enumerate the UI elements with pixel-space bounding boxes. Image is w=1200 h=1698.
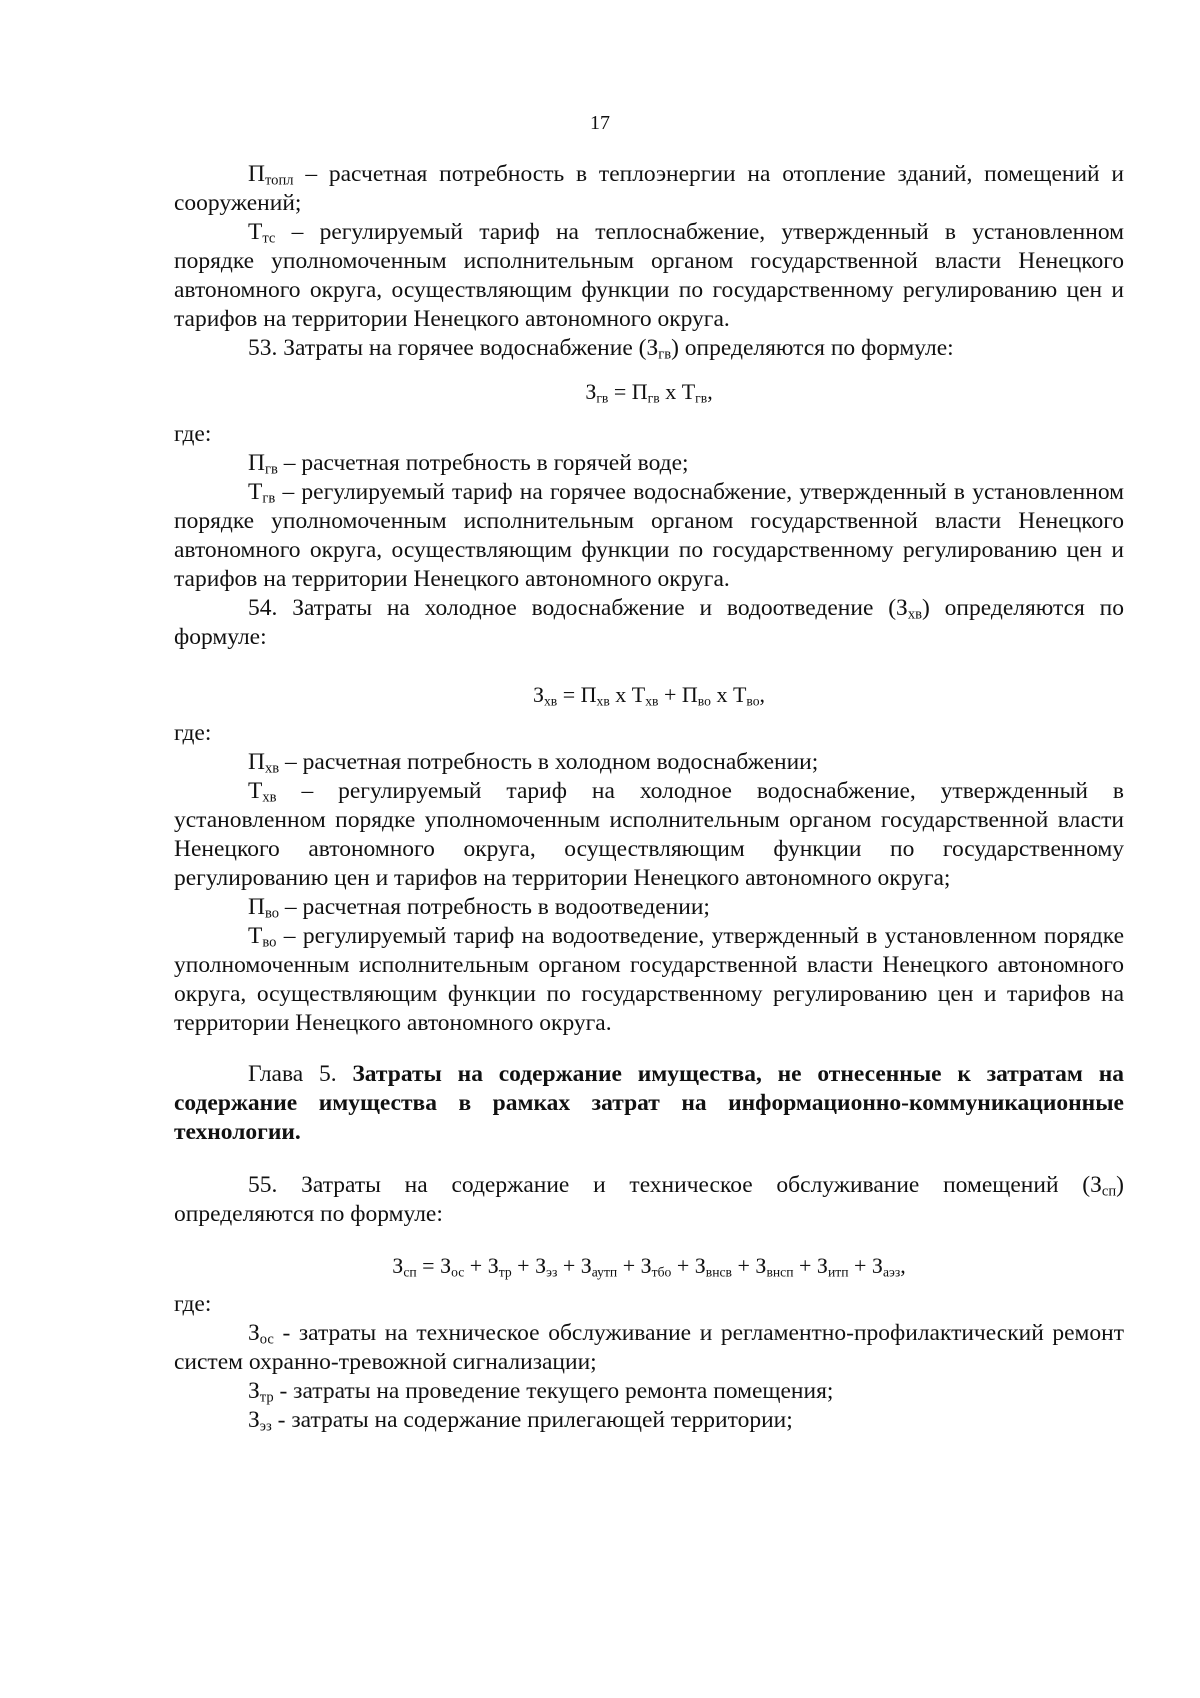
formula-term: = П: [557, 682, 597, 707]
subscript: хв: [645, 693, 659, 709]
formula-term: + З: [671, 1253, 706, 1278]
paragraph: [174, 922, 1124, 1038]
subscript: итп: [827, 1264, 849, 1280]
subscript: во: [697, 693, 711, 709]
subscript: хв: [262, 789, 277, 806]
formula-term: + З: [793, 1253, 828, 1278]
subscript: тбо: [651, 1264, 672, 1280]
formula-term: ,: [900, 1253, 906, 1278]
subscript: эз: [546, 1264, 558, 1280]
formula-term: З: [532, 682, 544, 707]
subscript: гв: [647, 390, 660, 406]
paragraph-text: ) определяются по формуле:: [174, 595, 1124, 650]
formula-term: + З: [557, 1253, 592, 1278]
subscript: хв: [264, 760, 280, 777]
paragraph-text: где:: [174, 720, 212, 746]
subscript: внсп: [766, 1264, 794, 1280]
symbol: Т: [248, 479, 263, 505]
subscript: хв: [596, 693, 610, 709]
chapter-label: Глава 5.: [248, 1061, 353, 1087]
paragraph-text: – регулируемый тариф на водоотведение, утвержденный в установленном порядке уполномоченным исполнительным органом государственной власти Ненецкого автономного округа, осуществляющим функции по государственному регулированию цен и тарифов на территории Ненецкого автономного округа.: [174, 923, 1124, 1036]
subscript: во: [264, 905, 280, 922]
subscript: тс: [262, 230, 276, 247]
subscript: хв: [907, 606, 922, 623]
symbol: Т: [248, 778, 263, 804]
paragraph: [174, 893, 1124, 922]
symbol: П: [248, 894, 265, 920]
paragraph-text: где:: [174, 421, 212, 447]
paragraph-text: – регулируемый тариф на холодное водоснабжение, утвержденный в установленном порядке уполномоченным исполнительным органом государственной власти Ненецкого автономного округа, осуществляющим функции по государственному регулированию цен и тарифов на территории Ненецкого автономного округа;: [174, 778, 1124, 891]
subscript: ос: [451, 1264, 465, 1280]
symbol: П: [248, 450, 265, 476]
formula-term: = П: [608, 379, 648, 404]
formula-term: x Т: [609, 682, 646, 707]
paragraph-text: 55. Затраты на содержание и техническое обслуживание помещений (З: [248, 1172, 1102, 1198]
formula-term: + З: [848, 1253, 883, 1278]
subscript: гв: [596, 390, 609, 406]
formula-term: ,: [707, 379, 713, 404]
paragraph-text: - затраты на содержание прилегающей территории;: [271, 1407, 793, 1433]
symbol: З: [248, 1378, 260, 1404]
formula-term: x Т: [710, 682, 747, 707]
paragraph: [174, 777, 1124, 893]
paragraph-text: ) определяются по формуле:: [174, 1172, 1124, 1227]
formula-term: + П: [658, 682, 698, 707]
paragraph: [174, 449, 1124, 478]
formula-term: + З: [732, 1253, 767, 1278]
formula-term: + З: [617, 1253, 652, 1278]
formula-term: x Т: [659, 379, 696, 404]
paragraph-text: – расчетная потребность в водоотведении;: [279, 894, 710, 920]
where-label: [174, 719, 1124, 748]
paragraph: [174, 748, 1124, 777]
paragraph: [174, 1406, 1124, 1435]
subscript: хв: [543, 693, 558, 709]
subscript: гв: [262, 490, 276, 507]
subscript: аэз: [882, 1264, 901, 1280]
formula-term: З: [392, 1253, 404, 1278]
paragraph: [174, 160, 1124, 218]
symbol: П: [248, 161, 265, 187]
formula-f2: [174, 680, 1124, 709]
paragraph: [174, 1377, 1124, 1406]
chapter-heading: [174, 1060, 1124, 1147]
page-number: 17: [590, 112, 610, 134]
formula-f1: [174, 377, 1124, 406]
subscript: сп: [403, 1264, 417, 1280]
symbol: Т: [248, 923, 263, 949]
subscript: эз: [259, 1418, 272, 1435]
paragraph-text: 54. Затраты на холодное водоснабжение и водоотведение (З: [248, 595, 908, 621]
subscript: гв: [695, 390, 708, 406]
paragraph: [174, 594, 1124, 652]
formula-term: + З: [511, 1253, 547, 1278]
paragraph-text: 53. Затраты на горячее водоснабжение (З: [248, 335, 659, 361]
subscript: во: [746, 693, 760, 709]
document-body: [174, 160, 1124, 1435]
paragraph-text: - затраты на техническое обслуживание и регламентно-профилактический ремонт систем охранно-тревожной сигнализации;: [174, 1320, 1124, 1375]
formula-term: = З: [416, 1253, 452, 1278]
paragraph-text: где:: [174, 1291, 212, 1317]
paragraph-text: – расчетная потребность в холодном водоснабжении;: [279, 749, 819, 775]
formula-term: + З: [464, 1253, 499, 1278]
paragraph-text: ) определяются по формуле:: [671, 335, 954, 361]
where-label: [174, 420, 1124, 449]
where-label: [174, 1290, 1124, 1319]
paragraph: [174, 1171, 1124, 1229]
paragraph: [174, 218, 1124, 334]
paragraph-text: – расчетная потребность в горячей воде;: [277, 450, 689, 476]
subscript: гв: [658, 346, 672, 363]
chapter-title: Затраты на содержание имущества, не отнесенные к затратам на содержание имущества в рамках затрат на информационно-коммуникационные технологии.: [174, 1061, 1124, 1145]
symbol: З: [248, 1407, 260, 1433]
subscript: тр: [259, 1389, 274, 1406]
symbol: З: [248, 1320, 260, 1346]
paragraph-text: – расчетная потребность в теплоэнергии на отопление зданий, помещений и сооружений;: [174, 161, 1124, 216]
symbol: П: [248, 749, 265, 775]
subscript: тр: [498, 1264, 512, 1280]
subscript: топл: [264, 172, 294, 189]
paragraph: [174, 478, 1124, 594]
formula-term: ,: [759, 682, 766, 707]
subscript: аутп: [591, 1264, 618, 1280]
subscript: внсв: [705, 1264, 732, 1280]
subscript: во: [262, 934, 277, 951]
formula-term: З: [585, 379, 597, 404]
symbol: Т: [248, 219, 263, 245]
paragraph: [174, 1319, 1124, 1377]
paragraph-text: – регулируемый тариф на теплоснабжение, утвержденный в установленном порядке уполномоченным исполнительным органом государственной власти Ненецкого автономного округа, осуществляющим функции по государственному регулированию цен и тарифов на территории Ненецкого автономного округа.: [174, 219, 1124, 332]
subscript: сп: [1101, 1183, 1117, 1200]
subscript: ос: [259, 1331, 274, 1348]
formula-f3: [174, 1251, 1124, 1280]
subscript: гв: [264, 461, 278, 478]
paragraph: [174, 334, 1124, 363]
paragraph-text: - затраты на проведение текущего ремонта помещения;: [273, 1378, 834, 1404]
paragraph-text: – регулируемый тариф на горячее водоснабжение, утвержденный в установленном порядке уполномоченным исполнительным органом государственной власти Ненецкого автономного округа, осуществляющим функции по государственному регулированию цен и тарифов на территории Ненецкого автономного округа.: [174, 479, 1124, 592]
